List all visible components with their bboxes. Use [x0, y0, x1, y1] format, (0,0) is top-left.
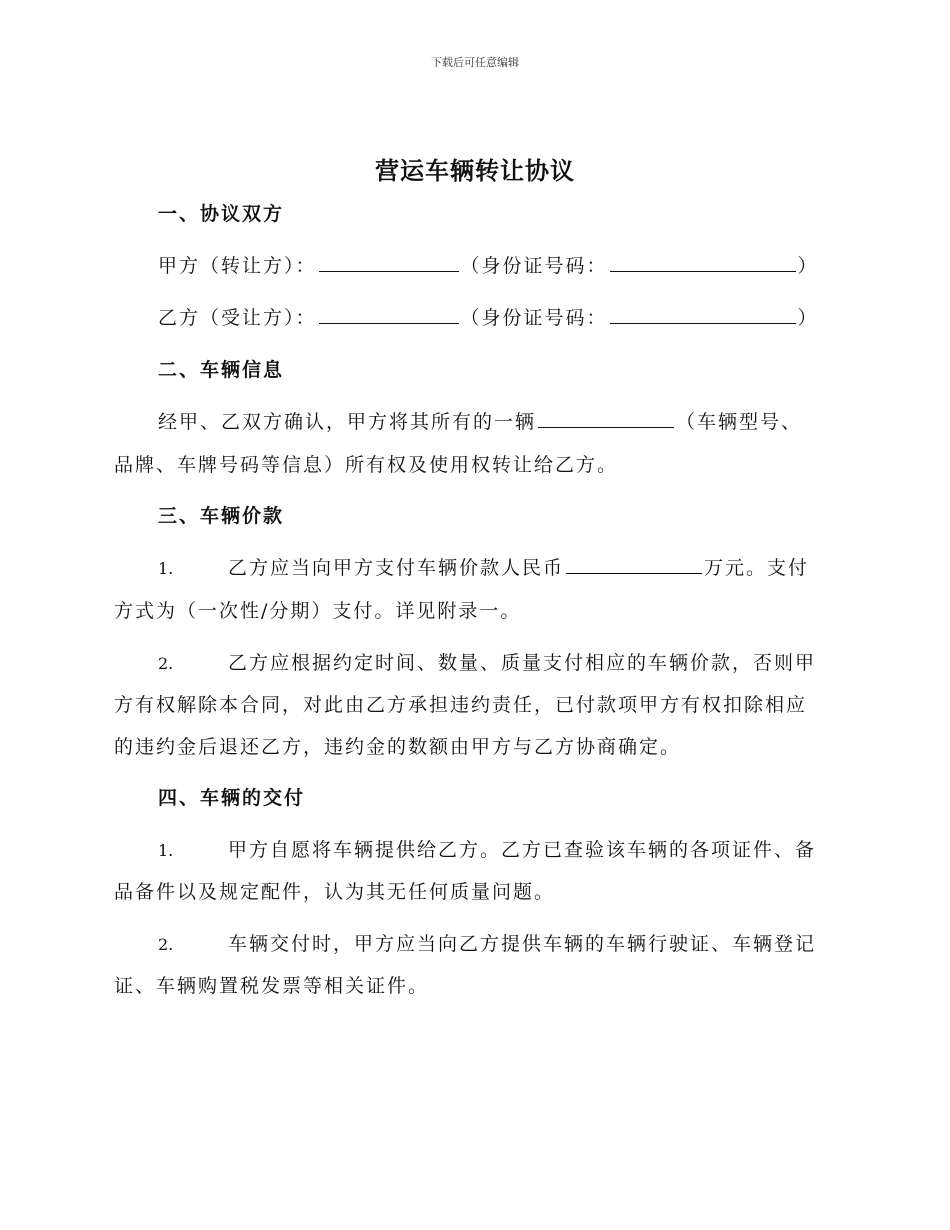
delivery-item-1-number: 1.: [158, 841, 174, 860]
price-item-1-line-2: 方式为（一次性/分期）支付。详见附录一。: [114, 600, 522, 622]
vehicle-info-text-post: （车辆型号、: [676, 411, 803, 433]
price-amount-blank[interactable]: [566, 555, 702, 574]
delivery-item-2-number: 2.: [158, 935, 174, 954]
party-b-label: 乙方（受让方）：: [158, 307, 317, 329]
party-b-line: [158, 303, 819, 330]
price-item-1-text-post: 万元。支付: [704, 557, 810, 579]
delivery-item-2-line-2: 证、车辆购置税发票等相关证件。: [114, 975, 430, 997]
delivery-item-1-line-1: [158, 835, 816, 862]
delivery-item-1-text: 甲方自愿将车辆提供给乙方。乙方已查验该车辆的各项证件、备: [228, 839, 817, 861]
party-a-name-blank[interactable]: [319, 253, 459, 272]
price-item-2-text: 乙方应根据约定时间、数量、质量支付相应的车辆价款，否则甲: [228, 652, 817, 674]
header-note: 下载后可任意编辑: [431, 56, 519, 69]
price-item-1-line-1: [158, 553, 809, 580]
delivery-item-2-line-1: [158, 929, 816, 956]
delivery-item-1-line-2: 品备件以及规定配件，认为其无任何质量问题。: [114, 881, 556, 903]
price-item-2-line-3: 的违约金后退还乙方，违约金的数额由甲方与乙方协商确定。: [114, 736, 682, 758]
party-a-id-label: （身份证号码：: [460, 255, 608, 277]
party-a-id-close: ）: [797, 255, 819, 277]
price-item-2-line-1: [158, 648, 816, 675]
section-heading-vehicle-info: 二、车辆信息: [158, 359, 285, 381]
vehicle-info-line-2: 品牌、车牌号码等信息）所有权及使用权转让给乙方。: [114, 454, 619, 476]
vehicle-info-text-pre: 经甲、乙双方确认，甲方将其所有的一辆: [158, 411, 537, 433]
price-item-1-text-pre: 乙方应当向甲方支付车辆价款人民币: [228, 557, 565, 579]
party-b-id-close: ）: [797, 307, 819, 329]
section-heading-price: 三、车辆价款: [158, 505, 285, 527]
section-heading-delivery: 四、车辆的交付: [158, 787, 306, 809]
party-b-id-label: （身份证号码：: [460, 307, 608, 329]
section-heading-parties: 一、协议双方: [158, 203, 285, 225]
vehicle-info-line-1: [158, 407, 802, 434]
party-b-id-blank[interactable]: [610, 305, 796, 324]
party-a-line: [158, 251, 819, 278]
vehicle-model-blank[interactable]: [538, 409, 674, 428]
price-item-2-line-2: 方有权解除本合同，对此由乙方承担违约责任，已付款项甲方有权扣除相应: [114, 694, 808, 716]
party-a-id-blank[interactable]: [610, 253, 796, 272]
party-a-label: 甲方（转让方）：: [158, 255, 317, 277]
price-item-2-number: 2.: [158, 654, 174, 673]
delivery-item-2-text: 车辆交付时，甲方应当向乙方提供车辆的车辆行驶证、车辆登记: [228, 933, 817, 955]
party-b-name-blank[interactable]: [319, 305, 459, 324]
document-title: 营运车辆转让协议: [375, 157, 575, 185]
price-item-1-number: 1.: [158, 559, 174, 578]
